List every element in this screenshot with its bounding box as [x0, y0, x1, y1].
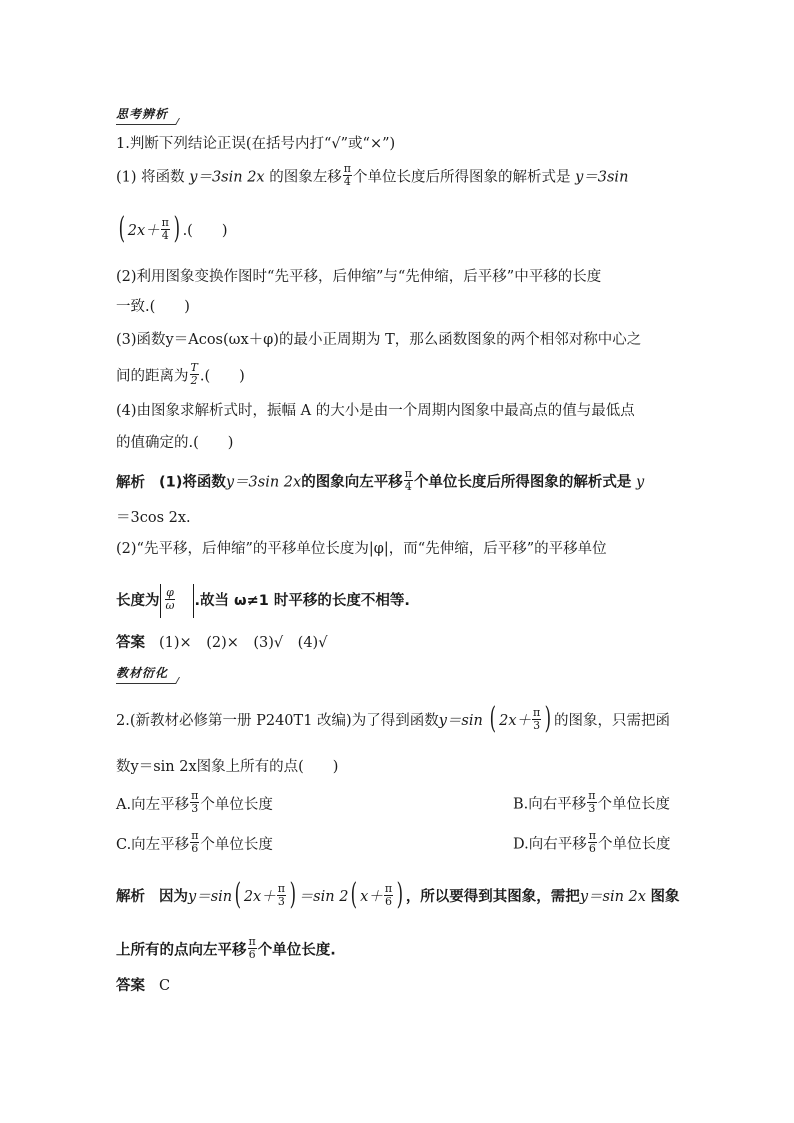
fraction-numerator: π [191, 829, 199, 842]
q1-answer [116, 632, 682, 654]
q2-analysis-inner1: 2x＋ [243, 889, 276, 905]
right-paren: ) [544, 701, 552, 736]
fraction-numerator: π [277, 881, 285, 895]
fraction-numerator: π [384, 881, 393, 895]
option-d-suffix: 个单位长度 [597, 836, 671, 853]
answer-label: 答案 [116, 978, 145, 994]
q1-item1-text-d: y＝3sin [575, 169, 629, 186]
fraction [190, 790, 199, 815]
q2-analysis-line2 [116, 935, 682, 963]
fraction-numerator: π [404, 467, 412, 480]
left-paren: ( [490, 701, 497, 736]
fraction [190, 362, 199, 387]
q2-answer [116, 975, 682, 997]
fraction [161, 217, 170, 242]
q1-item1-func: y＝3sin 2x [189, 169, 265, 186]
q2-analysis-text-b: ，所以要得到其图象，需把 [405, 889, 580, 905]
fraction-numerator: π [191, 789, 199, 802]
fraction-denominator: 2 [190, 374, 198, 387]
q2-analysis-line2-text-a: 上所有的点向左平移 [116, 942, 247, 959]
fraction [384, 883, 393, 908]
fraction [532, 707, 541, 732]
q1-item4-line2: 的值确定的.( ) [116, 435, 234, 451]
fraction-numerator: π [588, 789, 596, 802]
q2-stem-inner: 2x＋ [499, 713, 532, 729]
fraction-denominator: 3 [191, 802, 199, 815]
left-paren: ( [351, 877, 358, 912]
q1-item1-text-b: 的图象左移 [269, 169, 342, 186]
fraction-denominator: 4 [343, 175, 351, 188]
q1-item2-line1: (2)利用图象变换作图时“先平移，后伸缩”与“先伸缩，后平移”中平移的长度 [116, 269, 602, 285]
option-b [513, 789, 670, 817]
fraction [343, 163, 352, 188]
fraction-denominator: 3 [533, 718, 541, 732]
q2-stem-line1 [116, 701, 682, 736]
option-c-prefix: C.向左平移 [116, 836, 190, 853]
option-b-prefix: B.向右平移 [513, 796, 587, 813]
q1-item1-line1 [116, 162, 682, 190]
q1-analysis2-text-b: .故当 ω≠1 时平移的长度不相等. [194, 593, 410, 609]
option-c [116, 829, 273, 855]
fraction-denominator: 4 [161, 228, 169, 242]
option-a [116, 789, 273, 815]
right-paren: ) [173, 211, 180, 246]
answer-value: C [159, 978, 171, 994]
q1-analysis-text-b: 的图象向左平移 [301, 474, 403, 491]
fraction-denominator: 6 [248, 948, 256, 961]
fraction-numerator: φ [166, 585, 174, 599]
q2-options-row2 [116, 829, 682, 857]
fraction [165, 587, 176, 612]
q1-analysis2-line1: (2)“先平移，后伸缩”的平移单位长度为|φ|，而“先伸缩，后平移”的平移单位 [116, 541, 607, 557]
q1-item2-line2: 一致.( ) [116, 299, 190, 315]
fraction-denominator: 6 [191, 842, 199, 855]
option-a-prefix: A.向左平移 [116, 796, 190, 813]
option-a-suffix: 个单位长度 [200, 796, 273, 813]
q1-analysis-text-c: 个单位长度后所得图象的解析式是 [413, 474, 632, 491]
q1-item3-line2 [116, 361, 682, 389]
q1-analysis2-line2 [116, 584, 682, 618]
section-tag-thinking: 思考辨析 [116, 105, 174, 125]
q1-analysis-text-a: (1)将函数 [159, 474, 226, 491]
q1-analysis-line2: ＝3cos 2x. [116, 510, 191, 526]
q2-analysis-func2: y＝sin 2x [579, 889, 646, 905]
answer-label: 答案 [116, 635, 145, 651]
q2-analysis-line1 [116, 877, 682, 912]
fraction-denominator: ω [165, 598, 175, 612]
q2-stem-text-b: 的图象，只需把函 [554, 713, 670, 729]
option-b-suffix: 个单位长度 [597, 796, 670, 813]
option-d-prefix: D.向右平移 [513, 836, 587, 853]
analysis-label: 解析 [116, 889, 145, 905]
q1-analysis-line1 [116, 467, 682, 495]
left-paren: ( [118, 211, 126, 246]
fraction-numerator: T [190, 361, 198, 374]
fraction [277, 883, 286, 908]
answer-value: (1)× (2)× (3)√ (4)√ [159, 635, 328, 651]
q2-analysis-func1: y＝sin [188, 889, 233, 905]
option-d [513, 829, 671, 857]
fraction [587, 790, 596, 815]
q2-analysis-text-a: 因为 [159, 889, 188, 905]
q1-item1-text-a: (1) 将函数 [116, 169, 185, 186]
fraction-denominator: 3 [277, 894, 285, 908]
q1-item1-text-c: 个单位长度后所得图象的解析式是 [352, 169, 571, 186]
fraction [248, 936, 257, 961]
q2-stem-text-a: 2.(新教材必修第一册 P240T1 改编)为了得到函数 [116, 713, 439, 729]
analysis-label: 解析 [116, 474, 145, 491]
fraction-denominator: 6 [384, 894, 392, 908]
fraction-numerator: π [343, 162, 351, 175]
q1-item3-line1: (3)函数y＝Acos(ωx＋φ)的最小正周期为 T，那么函数图象的两个相邻对称中心之 [116, 332, 642, 348]
q1-analysis-text-d: y [636, 474, 645, 491]
q1-item1-inner: 2x＋ [127, 223, 160, 239]
q1-analysis2-text-a: 长度为 [116, 593, 160, 609]
fraction-denominator: 3 [588, 802, 596, 815]
q1-item4-line1: (4)由图象求解析式时，振幅 A 的大小是由一个周期内图象中最高点的值与最低点 [116, 403, 635, 419]
fraction [190, 830, 199, 855]
section-tag-textbook: 教材衍化 [116, 664, 174, 684]
right-paren: ) [289, 877, 297, 912]
q2-stem-line2: 数y＝sin 2x图象上所有的点( ) [116, 759, 339, 775]
q1-item1-bracket: .( ) [182, 223, 228, 239]
fraction-numerator: π [248, 935, 256, 948]
fraction-numerator: π [161, 215, 169, 229]
option-c-suffix: 个单位长度 [200, 836, 273, 853]
q1-item1-line2 [116, 211, 682, 246]
q2-analysis-line2-text-b: 个单位长度. [257, 942, 336, 959]
fraction [404, 468, 413, 493]
left-paren: ( [234, 877, 242, 912]
q1-item3-text-a: 间的距离为 [116, 368, 189, 385]
fraction-numerator: π [588, 829, 596, 842]
q2-options-row1 [116, 789, 682, 817]
fraction-denominator: 4 [404, 480, 412, 493]
q2-stem-func: y＝sin [438, 713, 483, 729]
fraction-denominator: 6 [588, 842, 596, 855]
q1-item3-bracket: .( ) [199, 368, 245, 385]
q1-stem: 1.判断下列结论正误(在括号内打“√”或“×”) [116, 136, 396, 152]
q2-analysis-text-c: 图象 [650, 889, 680, 905]
q2-analysis-inner2: x＋ [360, 889, 383, 905]
q2-analysis-eq: ＝sin 2 [298, 889, 349, 905]
q1-analysis-func: y＝3sin 2x [225, 474, 302, 491]
fraction [588, 830, 597, 855]
right-paren: ) [396, 877, 404, 912]
abs-bar [160, 584, 161, 618]
fraction-numerator: π [533, 705, 541, 719]
